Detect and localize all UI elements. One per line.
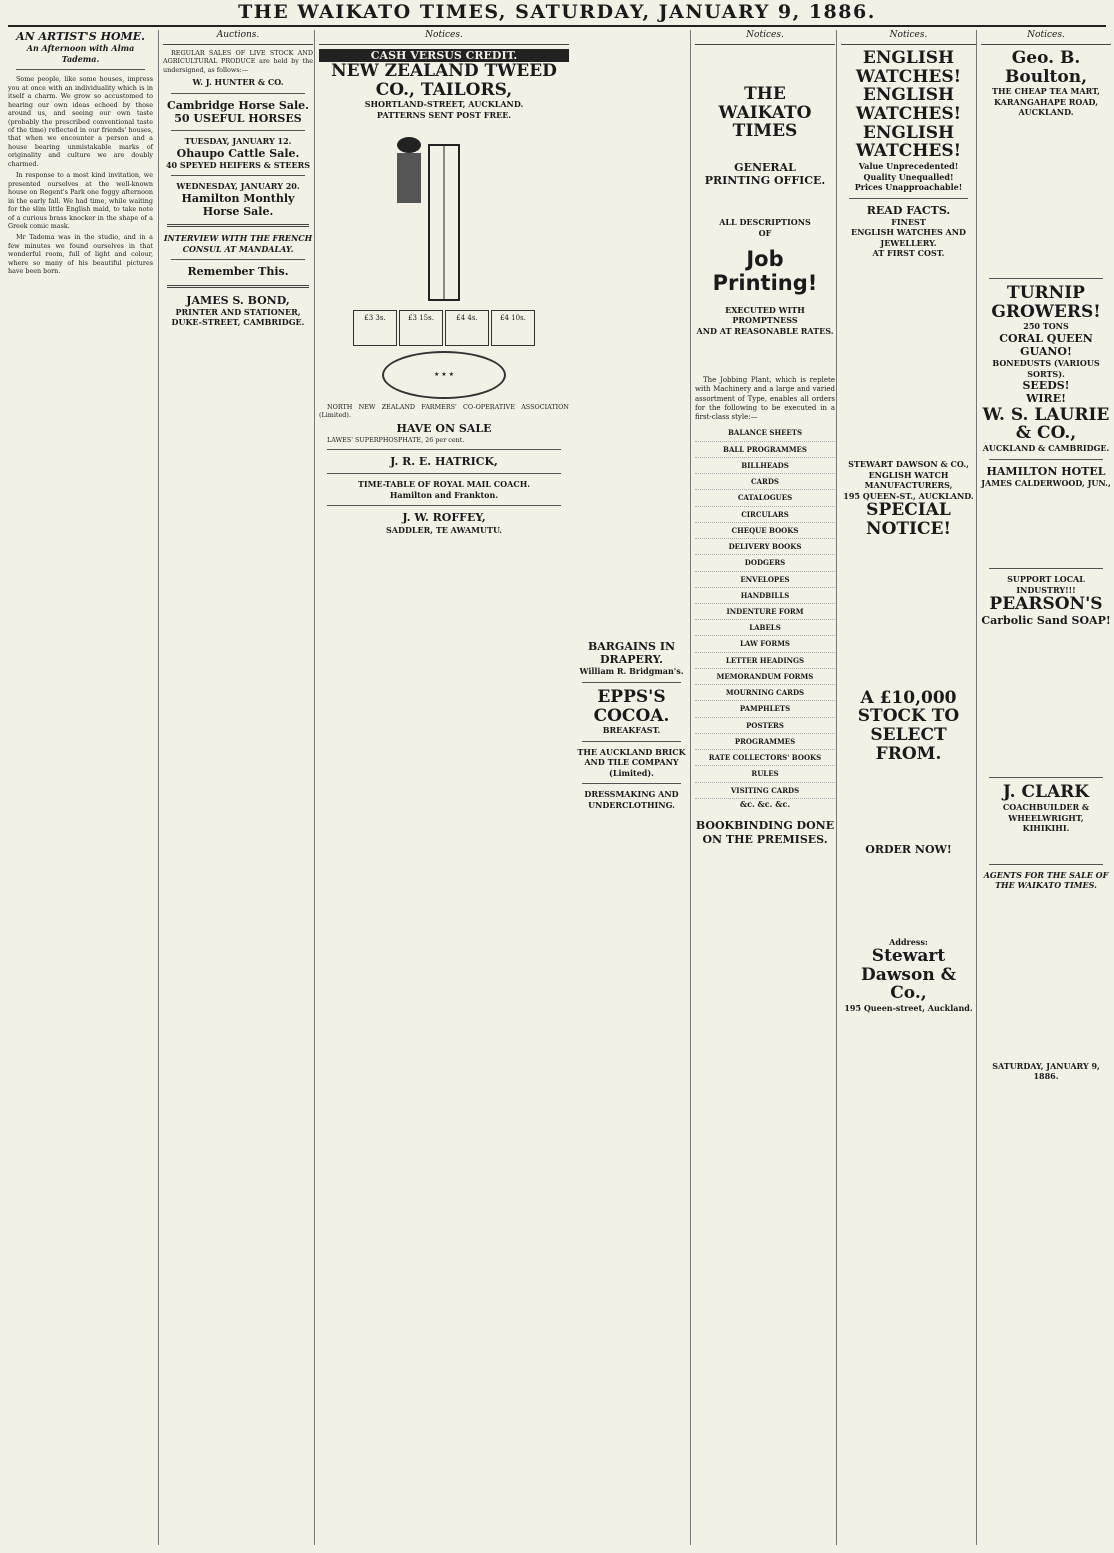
sale-title: Ohaupo Cattle Sale.: [176, 146, 300, 160]
coach: COACHBUILDER & WHEELWRIGHT,: [1002, 801, 1090, 823]
laurie: W. S. LAURIE & CO.,: [982, 404, 1110, 444]
sale-title: Hamilton Monthly Horse Sale.: [181, 191, 295, 219]
column-6: [836, 30, 980, 1545]
general: GENERAL: [734, 160, 796, 174]
on-sale: HAVE ON SALE: [396, 422, 492, 436]
print-list-item: VISITING CARDS: [695, 783, 835, 799]
column-4: [570, 640, 693, 1540]
roffey-name: J. W. ROFFEY,: [402, 511, 486, 525]
special-notice: SPECIAL NOTICE!: [866, 500, 951, 539]
price-box: £3 3s.: [353, 310, 397, 346]
remember-title: Remember This.: [187, 265, 289, 279]
brick: THE AUCKLAND BRICK AND TILE COMPANY (Limited).: [577, 746, 686, 778]
print-list-item: PROGRAMMES: [695, 734, 835, 750]
print-list-item: LETTER HEADINGS: [695, 653, 835, 669]
print-list-item: BALL PROGRAMMES: [695, 442, 835, 458]
finest: FINEST: [891, 216, 926, 227]
price-box: £4 4s.: [445, 310, 489, 346]
column-2: [158, 30, 317, 1545]
article-subtitle: An Afternoon with Alma Tadema.: [26, 43, 135, 64]
column-1: [8, 30, 157, 1545]
print-list-item: RULES: [695, 766, 835, 782]
executed: EXECUTED WITH PROMPTNESS: [725, 304, 805, 326]
column-heading: Notices.: [841, 30, 976, 45]
printing-office: PRINTING OFFICE.: [704, 174, 826, 188]
timetable-route: Hamilton and Frankton.: [389, 489, 499, 500]
pearson: PEARSON'S: [989, 594, 1103, 615]
print-list-item: POSTERS: [695, 718, 835, 734]
column-heading: Notices.: [695, 30, 835, 45]
print-list-item: HANDBILLS: [695, 588, 835, 604]
super-item: LAWES' SUPERPHOSPHATE, 26 per cent.: [327, 435, 465, 444]
watches-2: ENGLISH WATCHES!: [855, 85, 962, 124]
times-title: THE WAIKATO TIMES: [718, 83, 812, 142]
print-list-item: LAW FORMS: [695, 636, 835, 652]
print-list-item: CATALOGUES: [695, 490, 835, 506]
banner: CASH VERSUS CREDIT.: [319, 49, 569, 62]
tailors-name: NEW ZEALAND TWEED CO., TAILORS,: [331, 61, 557, 100]
wire: WIRE!: [1026, 392, 1066, 406]
order-now: ORDER NOW!: [865, 843, 952, 857]
all-descriptions: ALL DESCRIPTIONS: [719, 217, 811, 228]
etc: &c. &c. &c.: [739, 798, 791, 809]
bond-name: JAMES S. BOND,: [186, 293, 290, 307]
print-list-item: ENVELOPES: [695, 572, 835, 588]
footer: SATURDAY, JANUARY 9, 1886.: [992, 1060, 1100, 1082]
print-list-item: BILLHEADS: [695, 458, 835, 474]
article-paragraph: Mr Tadema was in the studio, and in a few minutes we found ourselves in that wonderful room, full of light and colour, where so many of his beautiful pictures have been born.: [8, 233, 153, 276]
bonedust: BONEDUSTS (VARIOUS SORTS).: [992, 358, 1100, 379]
tons: 250 TONS: [1023, 321, 1069, 332]
patterns: PATTERNS SENT POST FREE.: [376, 109, 512, 120]
print-list-item: RATE COLLECTORS' BOOKS: [695, 750, 835, 766]
bargains: BARGAINS IN DRAPERY.: [587, 640, 676, 667]
print-list-item: CHEQUE BOOKS: [695, 523, 835, 539]
clark: J. CLARK: [1002, 782, 1090, 803]
boulton: Geo. B. Boulton,: [1005, 47, 1087, 87]
seeds: SEEDS!: [1022, 379, 1070, 393]
article-paragraph: Some people, like some houses, impress you at once with an individuality which is in itself a charm. We grow so accustomed to hearing our own ideas echoed by those around us, and seeing our own taste (probably the prescribed conventional taste of the time) reflected in our friends' houses, that when we encounter a person and a house bearing unmistakable marks of originality and culture we are doubly charmed.: [8, 75, 153, 168]
read-facts: READ FACTS.: [866, 203, 951, 217]
karanga: KARANGAHAPE ROAD, AUCKLAND.: [994, 96, 1098, 118]
masthead-rule: [8, 25, 1106, 27]
column-heading: Auctions.: [163, 30, 313, 45]
column-heading: Notices.: [319, 30, 569, 45]
quality: Quality Unequalled!: [863, 171, 954, 182]
epps-sub: BREAKFAST.: [602, 725, 661, 736]
value: Value Unprecedented!: [858, 161, 959, 171]
print-list-item: MOURNING CARDS: [695, 685, 835, 701]
stock: A £10,000 STOCK TO SELECT FROM.: [857, 687, 960, 764]
print-list-item: DELIVERY BOOKS: [695, 539, 835, 555]
print-list-item: DODGERS: [695, 555, 835, 571]
print-list-item: PAMPHLETS: [695, 701, 835, 717]
hotel: HAMILTON HOTEL: [986, 464, 1106, 478]
bridgman: William R. Bridgman's.: [579, 666, 684, 677]
kihikihi: KIHIKIHI.: [1022, 823, 1070, 834]
masthead: THE WAIKATO TIMES, SATURDAY, JANUARY 9, 1886.: [238, 1, 876, 23]
prices: Prices Unapproachable!: [854, 182, 963, 193]
rates: AND AT REASONABLE RATES.: [696, 325, 834, 336]
premises: BOOKBINDING DONE ON THE PREMISES.: [695, 819, 835, 846]
epps: EPPS'S COCOA.: [593, 686, 670, 726]
first-cost: AT FIRST COST.: [872, 248, 945, 259]
assoc-name: NORTH NEW ZEALAND FARMERS' CO-OPERATIVE ASSOCIATION (Limited).: [319, 402, 569, 419]
watches-1: ENGLISH WATCHES!: [855, 47, 962, 87]
address-label: Address:: [889, 936, 928, 947]
plant-desc: The Jobbing Plant, which is replete with Machinery and a large and varied assortment of Type, enables all orders for the following to be executed in a first-class style:—: [695, 376, 835, 422]
column-3: [314, 30, 573, 1545]
agents: AGENTS FOR THE SALE OF THE WAIKATO TIMES.: [983, 869, 1109, 891]
guano: CORAL QUEEN GUANO!: [999, 331, 1093, 358]
column-5: [690, 30, 839, 1545]
print-list-item: LABELS: [695, 620, 835, 636]
manuf: ENGLISH WATCH MANUFACTURERS,: [864, 469, 953, 491]
auction-intro: REGULAR SALES OF LIVE STOCK AND AGRICULTURAL PRODUCE are held by the undersigned, as follows:—: [163, 48, 313, 74]
soap: Carbolic Sand SOAP!: [981, 614, 1111, 628]
sale-date: TUESDAY, JANUARY 12.: [184, 136, 292, 147]
column-heading: Notices.: [981, 30, 1111, 45]
price-box: £3 15s.: [399, 310, 443, 346]
sale-lot: 50 USEFUL HORSES: [174, 111, 302, 125]
hatrick-name: J. R. E. HATRICK,: [390, 455, 498, 469]
interview-title: INTERVIEW WITH THE FRENCH CONSUL AT MANDALAY.: [163, 233, 313, 254]
queen: 195 QUEEN-ST., AUCKLAND.: [843, 490, 974, 501]
price-box: £4 10s.: [491, 310, 535, 346]
bond-sub: PRINTER AND STATIONER,: [175, 306, 301, 317]
print-list-item: MEMORANDUM FORMS: [695, 669, 835, 685]
print-list: [695, 425, 835, 798]
calderwood: JAMES CALDERWOOD, JUN.,: [981, 477, 1111, 488]
print-list-item: INDENTURE FORM: [695, 604, 835, 620]
queen-2: 195 Queen-street, Auckland.: [844, 1003, 973, 1014]
print-list-item: BALANCE SHEETS: [695, 425, 835, 441]
of: OF: [758, 227, 772, 238]
column-7: [976, 30, 1114, 1545]
tailor-figure-illustration: [369, 125, 519, 305]
firm-name: W. J. HUNTER & CO.: [192, 77, 284, 88]
dressmaking: DRESSMAKING AND UNDERCLOTHING.: [584, 789, 679, 811]
article-title: AN ARTIST'S HOME.: [16, 30, 145, 43]
watches-3: ENGLISH WATCHES!: [855, 122, 962, 162]
support: SUPPORT LOCAL INDUSTRY!!!: [1007, 574, 1085, 595]
association-seal-stamp: ★ ★ ★: [382, 351, 506, 399]
laurie-sub: AUCKLAND & CAMBRIDGE.: [982, 443, 1110, 454]
article-paragraph: In response to a most kind invitation, we presented ourselves at the well-known house on Regent's Park one foggy afternoon in the early fall. We had time, while waiting for the slim little English maid, to take note of a curious brass knocker in the shape of a Greek comic mask.: [8, 171, 153, 230]
tailors-address: SHORTLAND-STREET, AUCKLAND.: [364, 99, 524, 110]
roffey-sub: SADDLER, TE AWAMUTU.: [386, 524, 502, 535]
timetable-title: TIME-TABLE OF ROYAL MAIL COACH.: [357, 479, 531, 490]
bond-address: DUKE-STREET, CAMBRIDGE.: [171, 317, 305, 328]
turnip: TURNIP GROWERS!: [991, 282, 1101, 322]
tea-mart: THE CHEAP TEA MART,: [992, 86, 1100, 97]
job-printing: Job Printing!: [712, 247, 818, 295]
sale-title: Cambridge Horse Sale.: [166, 98, 310, 112]
print-list-item: CARDS: [695, 474, 835, 490]
stewart-2: Stewart Dawson & Co.,: [861, 946, 956, 1004]
print-list-item: CIRCULARS: [695, 507, 835, 523]
stewart: STEWART DAWSON & CO.,: [848, 459, 969, 470]
sale-date: WEDNESDAY, JANUARY 20.: [176, 181, 300, 192]
sale-lot: 40 SPEYED HEIFERS & STEERS: [165, 159, 311, 170]
jewellery: ENGLISH WATCHES AND JEWELLERY.: [851, 227, 966, 248]
